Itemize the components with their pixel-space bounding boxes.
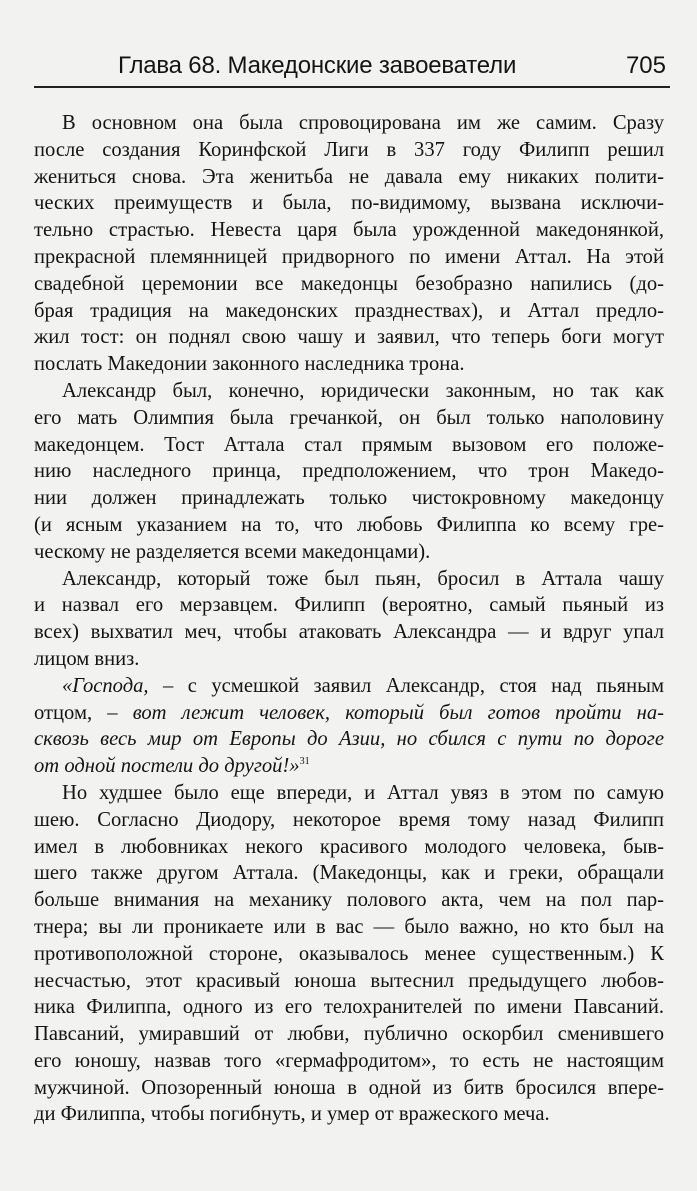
paragraph-3 (34, 566, 664, 673)
text-line: Александр был, конечно, юридически законным, но так как (62, 379, 664, 402)
text-line: шего также другом Аттала. (Македонцы, как и греки, обращали (34, 862, 664, 885)
text-line: македонцем. Тост Аттала стал прямым вызовом его положе- (34, 433, 664, 456)
text-line: Александр, который тоже был пьян, бросил в Аттала чашу (62, 567, 664, 590)
text-line: тнера; вы ли проникаете или в вас — было важно, но кто был на (34, 915, 664, 938)
footnote-marker: 31 (299, 756, 310, 768)
paragraph-4 (34, 780, 664, 1128)
text-line: нию наследного принца, предположением, что трон Македо- (34, 460, 664, 483)
page-number: 705 (625, 52, 666, 79)
text-line: Но худшее было еще впереди, и Аттал увяз в этом по самую (62, 781, 664, 804)
text-line: всех) выхватил меч, чтобы атаковать Александра — и вдруг упал (34, 621, 664, 644)
text-line: прекрасной племянницей придворного по имени Аттал. На этой (34, 245, 664, 268)
text-line: тельно страстью. Невеста царя была урожденной македонянкой, (34, 219, 664, 242)
text-line: его юношу, назвав того «гермафродитом», то есть не настоящим (34, 1049, 664, 1072)
text-line: жениться снова. Эта женитьба не давала ему никаких полити- (34, 165, 664, 188)
page-body (34, 110, 664, 1128)
text-line: и назвал его мерзавцем. Филипп (вероятно, самый пьяный из (34, 594, 664, 617)
narration-text: – с усмешкой заявил Александр, стоя над пьяным (148, 674, 664, 697)
text-line: В основном она была спровоцирована им же самим. Сразу (62, 112, 664, 134)
text-line: послать Македонии законного наследника трона. (34, 353, 465, 376)
narration-text: отцом, (34, 701, 108, 724)
quotation-paragraph (34, 673, 664, 780)
text-line: сквозь весь мир от Европы до Азии, но сбился с пути по дороге (34, 728, 664, 751)
text-line (34, 673, 664, 700)
running-header (34, 52, 670, 88)
text-line: лицом вниз. (34, 647, 140, 670)
text-line: противоположной стороне, оказывалось менее существенным.) К (34, 942, 664, 965)
paragraph-1 (34, 110, 664, 378)
text-line: несчастью, этот красивый юноша вытеснил предыдущего любов- (34, 969, 664, 992)
text-line: имел в любовниках некого красивого молодого человека, быв- (34, 835, 664, 858)
text-line (34, 700, 664, 727)
text-line: мужчиной. Опозоренный юноша в одной из битв бросился впере- (34, 1076, 664, 1099)
text-line: ника Филиппа, одного из его телохранителей по имени Павсаний. (34, 996, 664, 1019)
quote-text: «Господа, (62, 674, 149, 697)
text-line: Павсаний, умиравший от любви, публично оскорбил сменившего (34, 1023, 664, 1046)
text-line: жил тост: он поднял свою чашу и заявил, что теперь боги могут (34, 326, 664, 349)
quote-text: от одной постели до другой!» (34, 755, 300, 778)
text-line: ди Филиппа, чтобы погибнуть, и умер от вражеского меча. (34, 1103, 550, 1126)
paragraph-2 (34, 378, 664, 566)
text-line: шею. Согласно Диодору, некоторое время тому назад Филипп (34, 808, 664, 831)
text-line: свадебной церемонии все македонцы безобразно напились (до- (34, 272, 664, 295)
quote-text: – вот лежит человек, который был готов пройти на- (107, 701, 664, 724)
text-line: больше внимания на механику полового акта, чем на пол пар- (34, 889, 664, 912)
text-line: его мать Олимпия была гречанкой, он был только наполовину (34, 406, 664, 429)
text-line: нии должен принадлежать только чистокровному македонцу (34, 487, 664, 510)
text-line (34, 753, 664, 780)
text-line: (и ясным указанием на то, что любовь Филиппа ко всему гре- (34, 513, 664, 536)
chapter-title: Глава 68. Македонские завоеватели (118, 52, 517, 79)
text-line: брая традиция на македонских празднествах), и Аттал предло- (34, 299, 664, 322)
text-line: после создания Коринфской Лиги в 337 году Филипп решил (34, 138, 664, 161)
text-line: ческому не разделяется всеми македонцами). (34, 540, 431, 563)
text-line: ческих преимуществ и была, по-видимому, вызвана исключи- (34, 192, 664, 215)
